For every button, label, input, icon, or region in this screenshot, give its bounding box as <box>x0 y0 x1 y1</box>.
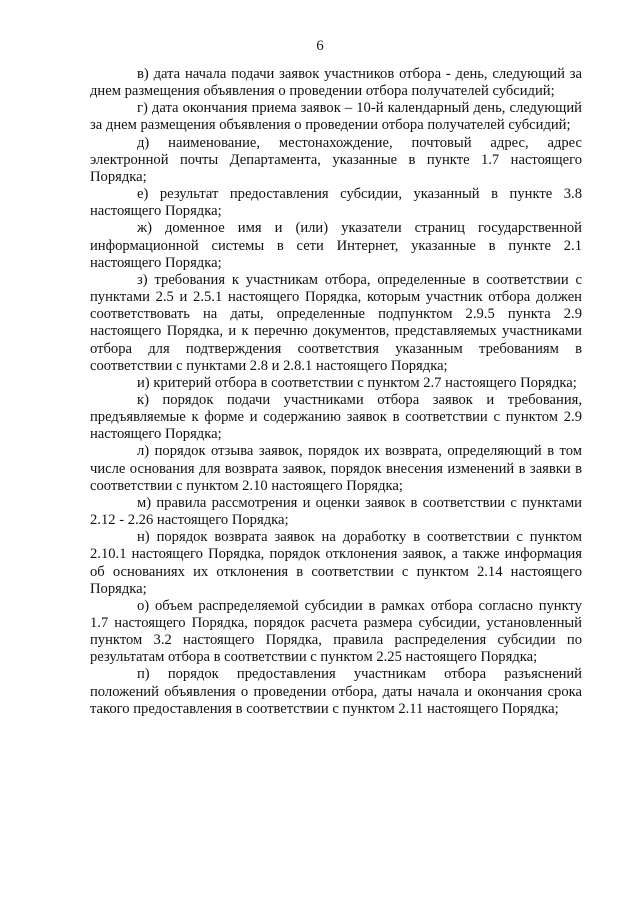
document-body <box>90 66 582 718</box>
list-item-n: н) порядок возврата заявок на доработку в соответствии с пунктом 2.10.1 настоящего Порядка, порядок отклонения заявок, а также информация об основаниях их отклонения в соответствии с пунктом 2.14 настоящего Порядка; <box>90 529 582 597</box>
list-item-g: г) дата окончания приема заявок – 10-й календарный день, следующий за днем размещения объявления о проведении отбора получателей субсидий; <box>90 100 582 134</box>
list-item-p: п) порядок предоставления участникам отбора разъяснений положений объявления о проведении отбора, даты начала и окончания срока такого предоставления в соответствии с пунктом 2.11 настоящего Порядка; <box>90 666 582 717</box>
list-item-d: д) наименование, местонахождение, почтовый адрес, адрес электронной почты Департамента, указанные в пункте 1.7 настоящего Порядка; <box>90 134 582 185</box>
page-number: 6 <box>316 38 324 54</box>
list-item-m: м) правила рассмотрения и оценки заявок в соответствии с пунктами 2.12 - 2.26 настоящего Порядка; <box>90 494 582 529</box>
list-item-o: о) объем распределяемой субсидии в рамках отбора согласно пункту 1.7 настоящего Порядка, порядок расчета размера субсидии, установленный пунктом 3.2 настоящего Порядка, правила распределения субсидии по результатам отбора в соответствии с пунктом 2.25 настоящего Порядка; <box>90 597 582 666</box>
list-item-z: з) требования к участникам отбора, определенные в соответствии с пунктами 2.5 и 2.5.1 настоящего Порядка, которым участник отбора должен соответствовать на даты, определенные подпунктом 2.9.5 пункта 2.9 настоящего Порядка, и к перечню документов, представляемых участниками отбора для подтверждения соответствия указанным требованиям в соответствии с пунктами 2.8 и 2.8.1 настоящего Порядка; <box>90 271 582 374</box>
list-item-l: л) порядок отзыва заявок, порядок их возврата, определяющий в том числе основания для возврата заявок, порядок внесения изменений в заявки в соответствии с пунктом 2.10 настоящего Порядка; <box>90 443 582 494</box>
list-item-v: в) дата начала подачи заявок участников отбора - день, следующий за днем размещения объявления о проведении отбора получателей субсидий; <box>90 66 582 100</box>
list-item-k: к) порядок подачи участниками отбора заявок и требования, предъявляемые к форме и содержанию заявок в соответствии с пунктом 2.9 настоящего Порядка; <box>90 391 582 443</box>
list-item-zh: ж) доменное имя и (или) указатели страниц государственной информационной системы в сети Интернет, указанные в пункте 2.1 настоящего Порядка; <box>90 220 582 271</box>
list-item-e: е) результат предоставления субсидии, указанный в пункте 3.8 настоящего Порядка; <box>90 186 582 220</box>
list-item-i: и) критерий отбора в соответствии с пунктом 2.7 настоящего Порядка; <box>137 374 577 391</box>
